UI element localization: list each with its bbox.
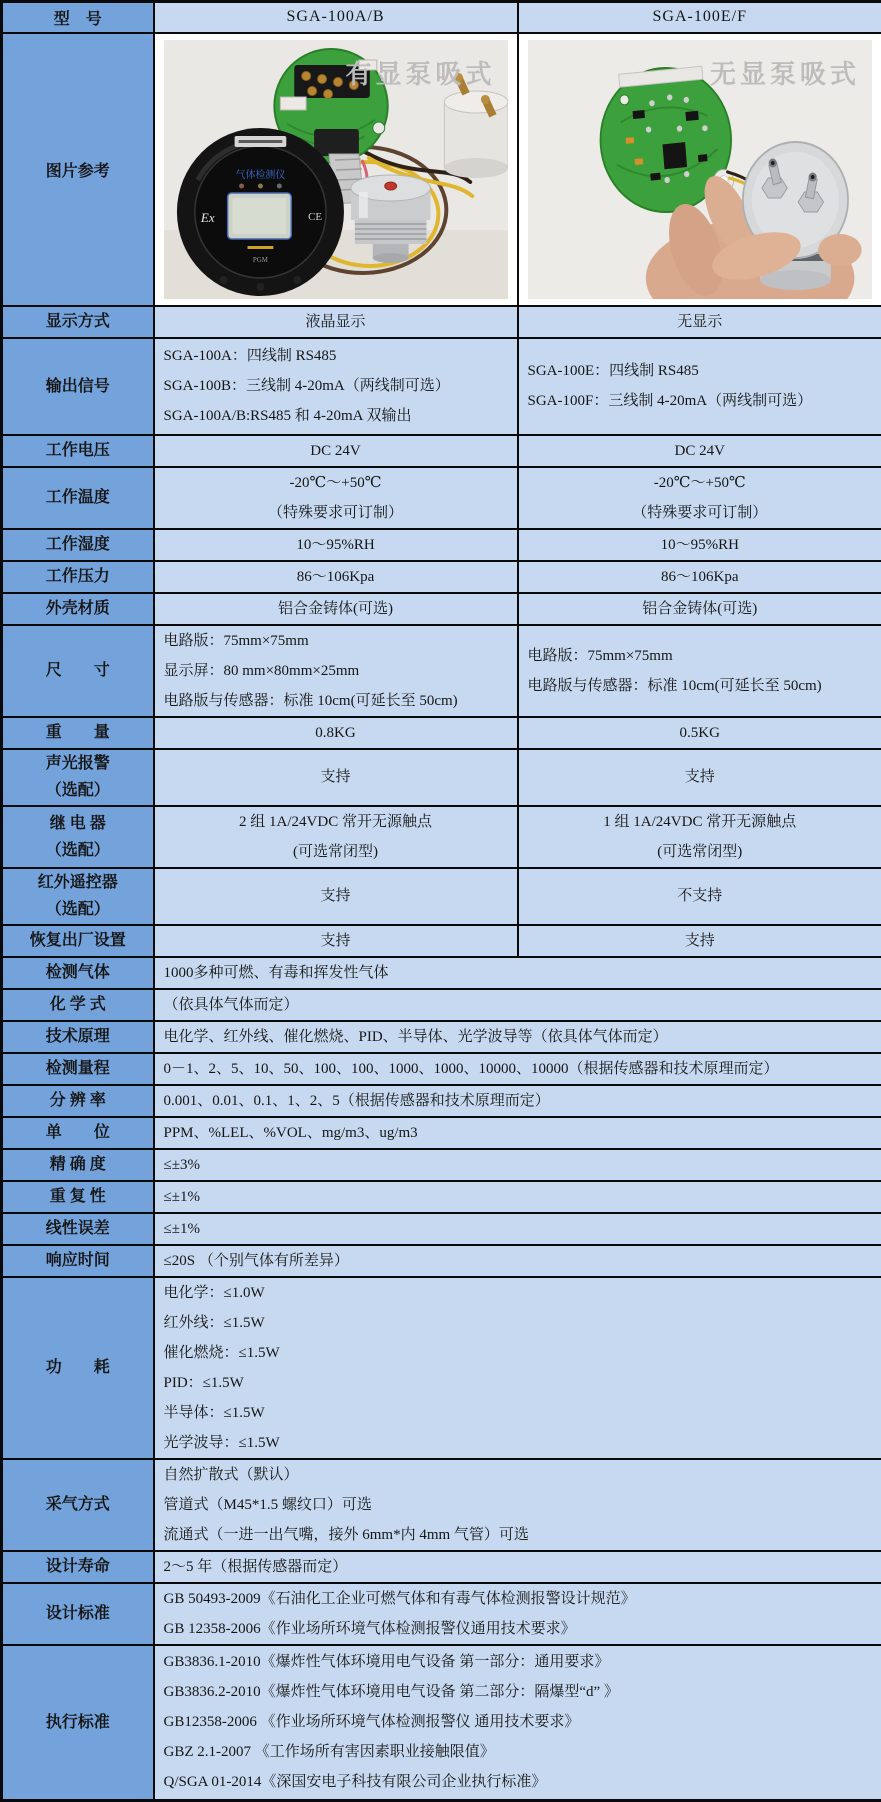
row-label xyxy=(2,1021,154,1053)
spec-row xyxy=(2,1085,881,1117)
spec-value-line: 不支持 xyxy=(519,881,881,911)
spec-value-line: ≤20S （个别气体有所差异） xyxy=(164,1246,881,1276)
spec-row xyxy=(2,1053,881,1085)
row-label-line: 设计寿命 xyxy=(3,1553,153,1580)
spec-value-line: SGA-100B：三线制 4-20mA（两线制可选） xyxy=(164,371,517,401)
spec-value-line: 电路版：75mm×75mm xyxy=(528,641,881,671)
row-label-line: （选配） xyxy=(3,777,153,804)
ex-marking-text: Ex xyxy=(199,209,214,224)
spec-row xyxy=(2,1277,881,1459)
spec-value-cell xyxy=(154,1117,881,1149)
spec-value-line: 86～106Kpa xyxy=(519,562,881,592)
row-label xyxy=(2,1181,154,1213)
watermark-right: 无显泵吸式 xyxy=(710,54,860,91)
spec-value-cell xyxy=(154,435,518,467)
spec-value-line: 光学波导：≤1.5W xyxy=(164,1428,881,1458)
row-label xyxy=(2,1213,154,1245)
spec-row xyxy=(2,625,881,717)
spec-value-line: 2～5 年（根据传感器而定） xyxy=(164,1552,881,1582)
spec-row xyxy=(2,306,881,338)
spec-value-line: GBZ 2.1-2007 《工作场所有害因素职业接触限值》 xyxy=(164,1737,881,1767)
row-label-line: 显示方式 xyxy=(3,308,153,335)
spec-value-cell xyxy=(518,717,881,749)
spec-row xyxy=(2,561,881,593)
spec-value-cell xyxy=(154,1213,881,1245)
spec-value-cell xyxy=(154,1021,881,1053)
spec-row xyxy=(2,1021,881,1053)
model-b-header: SGA-100E/F xyxy=(518,2,881,33)
spec-value-line: PID：≤1.5W xyxy=(164,1368,881,1398)
row-label xyxy=(2,529,154,561)
spec-value-line: PPM、%LEL、%VOL、mg/m3、ug/m3 xyxy=(164,1118,881,1148)
spec-value-line: GB12358-2006 《作业场所环境气体检测报警仪 通用技术要求》 xyxy=(164,1707,881,1737)
spec-value-line: 10～95%RH xyxy=(519,530,881,560)
spec-row xyxy=(2,1117,881,1149)
spec-row xyxy=(2,1645,881,1801)
spec-row xyxy=(2,868,881,925)
row-label xyxy=(2,989,154,1021)
row-label xyxy=(2,1053,154,1085)
spec-value-line: GB3836.1-2010《爆炸性气体环境用电气设备 第一部分：通用要求》 xyxy=(164,1647,881,1677)
spec-row xyxy=(2,529,881,561)
spec-value-cell xyxy=(518,529,881,561)
spec-row xyxy=(2,749,881,806)
row-label-line: 外壳材质 xyxy=(3,595,153,622)
spec-row xyxy=(2,717,881,749)
spec-value-line: （依具体气体而定） xyxy=(164,990,881,1020)
spec-value-line: DC 24V xyxy=(519,436,881,466)
spec-value-cell xyxy=(154,1181,881,1213)
row-label xyxy=(2,925,154,957)
row-label xyxy=(2,338,154,435)
photo-cell-sga100ef xyxy=(518,33,881,306)
spec-value-cell xyxy=(154,1645,881,1801)
row-label-line: 恢复出厂设置 xyxy=(3,927,153,954)
row-label-line: 化 学 式 xyxy=(3,991,153,1018)
row-label xyxy=(2,1459,154,1551)
image-row-label: 图片参考 xyxy=(2,33,154,306)
product-photo-sga100ef xyxy=(528,40,873,299)
spec-value-cell xyxy=(154,1149,881,1181)
spec-value-cell xyxy=(154,1245,881,1277)
spec-value-line: GB3836.2-2010《爆炸性气体环境用电气设备 第二部分：隔爆型“d” 》 xyxy=(164,1677,881,1707)
row-label-line: 设计标准 xyxy=(3,1600,153,1627)
row-label-line: 尺 寸 xyxy=(3,657,153,684)
row-label-line: 工作温度 xyxy=(3,484,153,511)
row-label xyxy=(2,957,154,989)
spec-row xyxy=(2,1213,881,1245)
device-title-text: 气体检测仪 xyxy=(235,167,285,180)
spec-value-line: 10～95%RH xyxy=(155,530,517,560)
row-label xyxy=(2,625,154,717)
photo-lcd-detector xyxy=(176,128,343,296)
header-row xyxy=(2,2,881,33)
spec-value-line: 铝合金铸体(可选) xyxy=(519,594,881,624)
spec-value-line: 0.8KG xyxy=(155,718,517,748)
row-label xyxy=(2,593,154,625)
spec-value-line: 支持 xyxy=(155,926,517,956)
row-label xyxy=(2,1645,154,1801)
spec-value-line: (可选常闭型) xyxy=(155,837,517,867)
row-label xyxy=(2,1551,154,1583)
spec-value-line: （特殊要求可订制） xyxy=(519,498,881,528)
spec-value-cell xyxy=(154,338,518,435)
row-label-line: 执行标准 xyxy=(3,1709,153,1736)
row-label-line: 响应时间 xyxy=(3,1247,153,1274)
spec-value-line: DC 24V xyxy=(155,436,517,466)
spec-row xyxy=(2,989,881,1021)
row-label-line: 精 确 度 xyxy=(3,1151,153,1178)
row-label-line: 工作压力 xyxy=(3,563,153,590)
model-header-label: 型 号 xyxy=(2,2,154,33)
spec-row xyxy=(2,467,881,529)
spec-value-line: (可选常闭型) xyxy=(519,837,881,867)
row-label-line: 分 辨 率 xyxy=(3,1087,153,1114)
spec-value-cell xyxy=(518,868,881,925)
spec-value-line: GB 50493-2009《石油化工企业可燃气体和有毒气体检测报警设计规范》 xyxy=(164,1584,881,1614)
spec-value-line: 液晶显示 xyxy=(155,307,517,337)
spec-value-cell xyxy=(154,625,518,717)
spec-value-cell xyxy=(154,925,518,957)
spec-value-line: SGA-100A/B:RS485 和 4-20mA 双输出 xyxy=(164,401,517,431)
row-label-line: 声光报警 xyxy=(3,750,153,777)
row-label xyxy=(2,1085,154,1117)
spec-value-cell xyxy=(518,338,881,435)
row-label-line: 检测量程 xyxy=(3,1055,153,1082)
spec-value-cell xyxy=(154,306,518,338)
spec-value-line: 电路版与传感器：标准 10cm(可延长至 50cm) xyxy=(164,686,517,716)
spec-value-cell xyxy=(154,529,518,561)
spec-row xyxy=(2,1551,881,1583)
spec-value-line: 电路版：75mm×75mm xyxy=(164,626,517,656)
spec-row xyxy=(2,1583,881,1645)
row-label-line: 重 量 xyxy=(3,719,153,746)
row-label-line: 工作电压 xyxy=(3,437,153,464)
spec-value-line: ≤±1% xyxy=(164,1182,881,1212)
spec-row xyxy=(2,1149,881,1181)
spec-value-cell xyxy=(154,1053,881,1085)
photo-cell-sga100ab xyxy=(154,33,518,306)
row-label xyxy=(2,1149,154,1181)
spec-value-cell xyxy=(518,925,881,957)
spec-row xyxy=(2,1181,881,1213)
image-reference-row xyxy=(2,33,881,306)
spec-value-cell xyxy=(154,1085,881,1117)
spec-value-cell xyxy=(154,467,518,529)
row-label-line: 检测气体 xyxy=(3,959,153,986)
spec-row xyxy=(2,957,881,989)
row-label-line: （选配） xyxy=(3,896,153,923)
spec-value-line: 管道式（M45*1.5 螺纹口）可选 xyxy=(164,1490,881,1520)
spec-row xyxy=(2,593,881,625)
model-a-header: SGA-100A/B xyxy=(154,2,518,33)
row-label xyxy=(2,717,154,749)
spec-row xyxy=(2,1245,881,1277)
spec-value-cell xyxy=(518,306,881,338)
spec-value-line: -20℃～+50℃ xyxy=(519,468,881,498)
spec-value-line: ≤±3% xyxy=(164,1150,881,1180)
spec-value-line: 1 组 1A/24VDC 常开无源触点 xyxy=(519,807,881,837)
spec-value-line: Q/SGA 01-2014《深国安电子科技有限公司企业执行标准》 xyxy=(164,1767,881,1797)
spec-value-line: 支持 xyxy=(155,881,517,911)
row-label-line: （选配） xyxy=(3,837,153,864)
row-label xyxy=(2,868,154,925)
spec-value-cell xyxy=(154,593,518,625)
spec-value-cell xyxy=(518,593,881,625)
spec-value-cell xyxy=(518,749,881,806)
row-label xyxy=(2,1583,154,1645)
spec-value-line: 0.5KG xyxy=(519,718,881,748)
spec-value-cell xyxy=(154,806,518,868)
spec-value-line: ≤±1% xyxy=(164,1214,881,1244)
spec-value-cell xyxy=(154,1551,881,1583)
spec-value-cell xyxy=(154,717,518,749)
row-label xyxy=(2,806,154,868)
spec-value-line: 半导体：≤1.5W xyxy=(164,1398,881,1428)
spec-value-line: 86～106Kpa xyxy=(155,562,517,592)
row-label-line: 红外遥控器 xyxy=(3,869,153,896)
spec-value-line: 0－1、2、5、10、50、100、100、1000、1000、10000、10000（根据传感器和技术原理而定） xyxy=(164,1054,881,1084)
row-label-line: 线性误差 xyxy=(3,1215,153,1242)
spec-value-line: 支持 xyxy=(519,926,881,956)
watermark-left: 有显泵吸式 xyxy=(345,54,495,91)
spec-value-cell xyxy=(154,1583,881,1645)
spec-value-line: 电化学、红外线、催化燃烧、PID、半导体、光学波导等（依具体气体而定） xyxy=(164,1022,881,1052)
row-label xyxy=(2,1117,154,1149)
product-photo-sga100ab xyxy=(164,40,508,299)
spec-rows-body xyxy=(2,306,881,1801)
spec-value-line: 红外线：≤1.5W xyxy=(164,1308,881,1338)
spec-value-line: 支持 xyxy=(519,762,881,792)
row-label-line: 功 耗 xyxy=(3,1354,153,1381)
spec-value-line: 显示屏：80 mm×80mm×25mm xyxy=(164,656,517,686)
spec-value-line: 2 组 1A/24VDC 常开无源触点 xyxy=(155,807,517,837)
spec-value-cell xyxy=(518,435,881,467)
spec-value-cell xyxy=(518,806,881,868)
ce-marking-text: CE xyxy=(308,210,322,222)
row-label-line: 工作湿度 xyxy=(3,531,153,558)
spec-row xyxy=(2,1459,881,1551)
spec-value-line: GB 12358-2006《作业场所环境气体检测报警仪通用技术要求》 xyxy=(164,1614,881,1644)
spec-value-cell xyxy=(154,1277,881,1459)
spec-value-line: 电化学：≤1.0W xyxy=(164,1278,881,1308)
spec-value-cell xyxy=(154,1459,881,1551)
spec-row xyxy=(2,435,881,467)
row-label xyxy=(2,561,154,593)
spec-value-cell xyxy=(154,749,518,806)
row-label-line: 重 复 性 xyxy=(3,1183,153,1210)
row-label-line: 技术原理 xyxy=(3,1023,153,1050)
row-label xyxy=(2,306,154,338)
row-label xyxy=(2,1277,154,1459)
spec-value-line: 流通式（一进一出气嘴，接外 6mm*内 4mm 气管）可选 xyxy=(164,1520,881,1550)
spec-value-line: SGA-100E：四线制 RS485 xyxy=(528,356,881,386)
spec-value-cell xyxy=(154,989,881,1021)
row-label-line: 输出信号 xyxy=(3,373,153,400)
spec-row xyxy=(2,338,881,435)
row-label-line: 单 位 xyxy=(3,1119,153,1146)
spec-value-line: （特殊要求可订制） xyxy=(155,498,517,528)
row-label-line: 采气方式 xyxy=(3,1491,153,1518)
spec-value-line: 电路版与传感器：标准 10cm(可延长至 50cm) xyxy=(528,671,881,701)
row-label xyxy=(2,749,154,806)
row-label xyxy=(2,467,154,529)
spec-value-line: SGA-100F：三线制 4-20mA（两线制可选） xyxy=(528,386,881,416)
spec-value-cell xyxy=(154,957,881,989)
spec-value-line: 1000多种可燃、有毒和挥发性气体 xyxy=(164,958,881,988)
spec-row xyxy=(2,806,881,868)
pgm-button-text: PGM xyxy=(252,255,267,263)
spec-value-cell xyxy=(518,561,881,593)
spec-value-line: 自然扩散式（默认） xyxy=(164,1460,881,1490)
spec-value-line: SGA-100A：四线制 RS485 xyxy=(164,341,517,371)
spec-value-line: -20℃～+50℃ xyxy=(155,468,517,498)
spec-row xyxy=(2,925,881,957)
spec-value-line: 支持 xyxy=(155,762,517,792)
spec-value-cell xyxy=(154,561,518,593)
spec-value-cell xyxy=(518,625,881,717)
spec-value-cell xyxy=(154,868,518,925)
spec-value-line: 无显示 xyxy=(519,307,881,337)
spec-value-line: 催化燃烧：≤1.5W xyxy=(164,1338,881,1368)
spec-value-cell xyxy=(518,467,881,529)
spec-value-line: 铝合金铸体(可选) xyxy=(155,594,517,624)
spec-value-line: 0.001、0.01、0.1、1、2、5（根据传感器和技术原理而定） xyxy=(164,1086,881,1116)
row-label xyxy=(2,435,154,467)
row-label-line: 继 电 器 xyxy=(3,810,153,837)
row-label xyxy=(2,1245,154,1277)
